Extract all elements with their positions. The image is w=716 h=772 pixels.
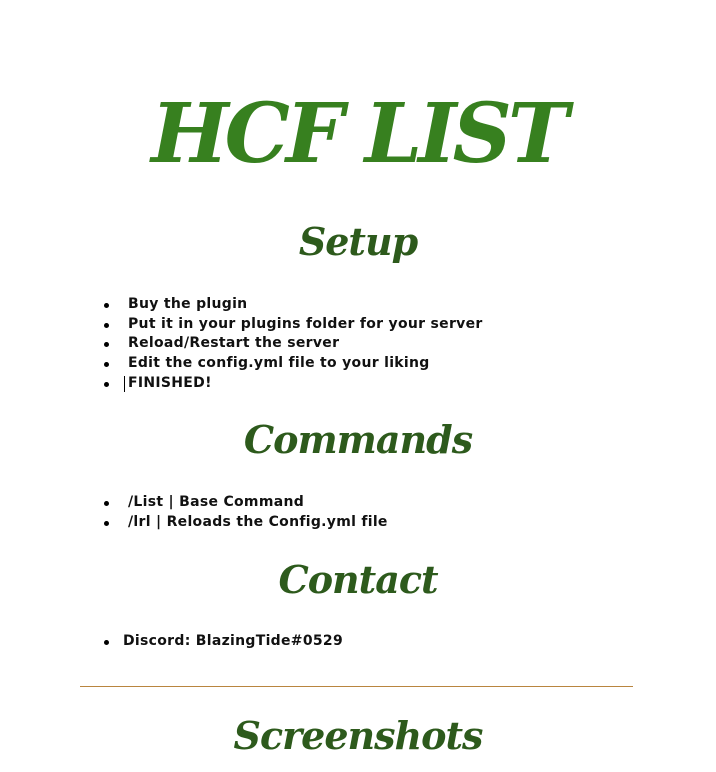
list-item: Put it in your plugins folder for your server xyxy=(104,315,483,335)
list-item: FINISHED! xyxy=(104,374,483,394)
list-item: Buy the plugin xyxy=(104,295,483,315)
horizontal-divider xyxy=(80,686,633,687)
commands-list xyxy=(104,493,388,532)
page-title: HCF LIST xyxy=(151,86,565,182)
contact-list xyxy=(104,632,343,652)
contact-heading: Contact xyxy=(278,557,438,602)
text-cursor xyxy=(124,376,125,392)
list-item: Reload/Restart the server xyxy=(104,334,483,354)
list-item: /lrl | Reloads the Config.yml file xyxy=(104,513,388,533)
commands-heading: Commands xyxy=(243,417,473,462)
setup-heading: Setup xyxy=(298,219,418,264)
list-item: Edit the config.yml file to your liking xyxy=(104,354,483,374)
screenshots-heading: Screenshots xyxy=(233,713,483,758)
setup-list xyxy=(104,295,483,393)
list-item: /List | Base Command xyxy=(104,493,388,513)
list-item: Discord: BlazingTide#0529 xyxy=(104,632,343,652)
